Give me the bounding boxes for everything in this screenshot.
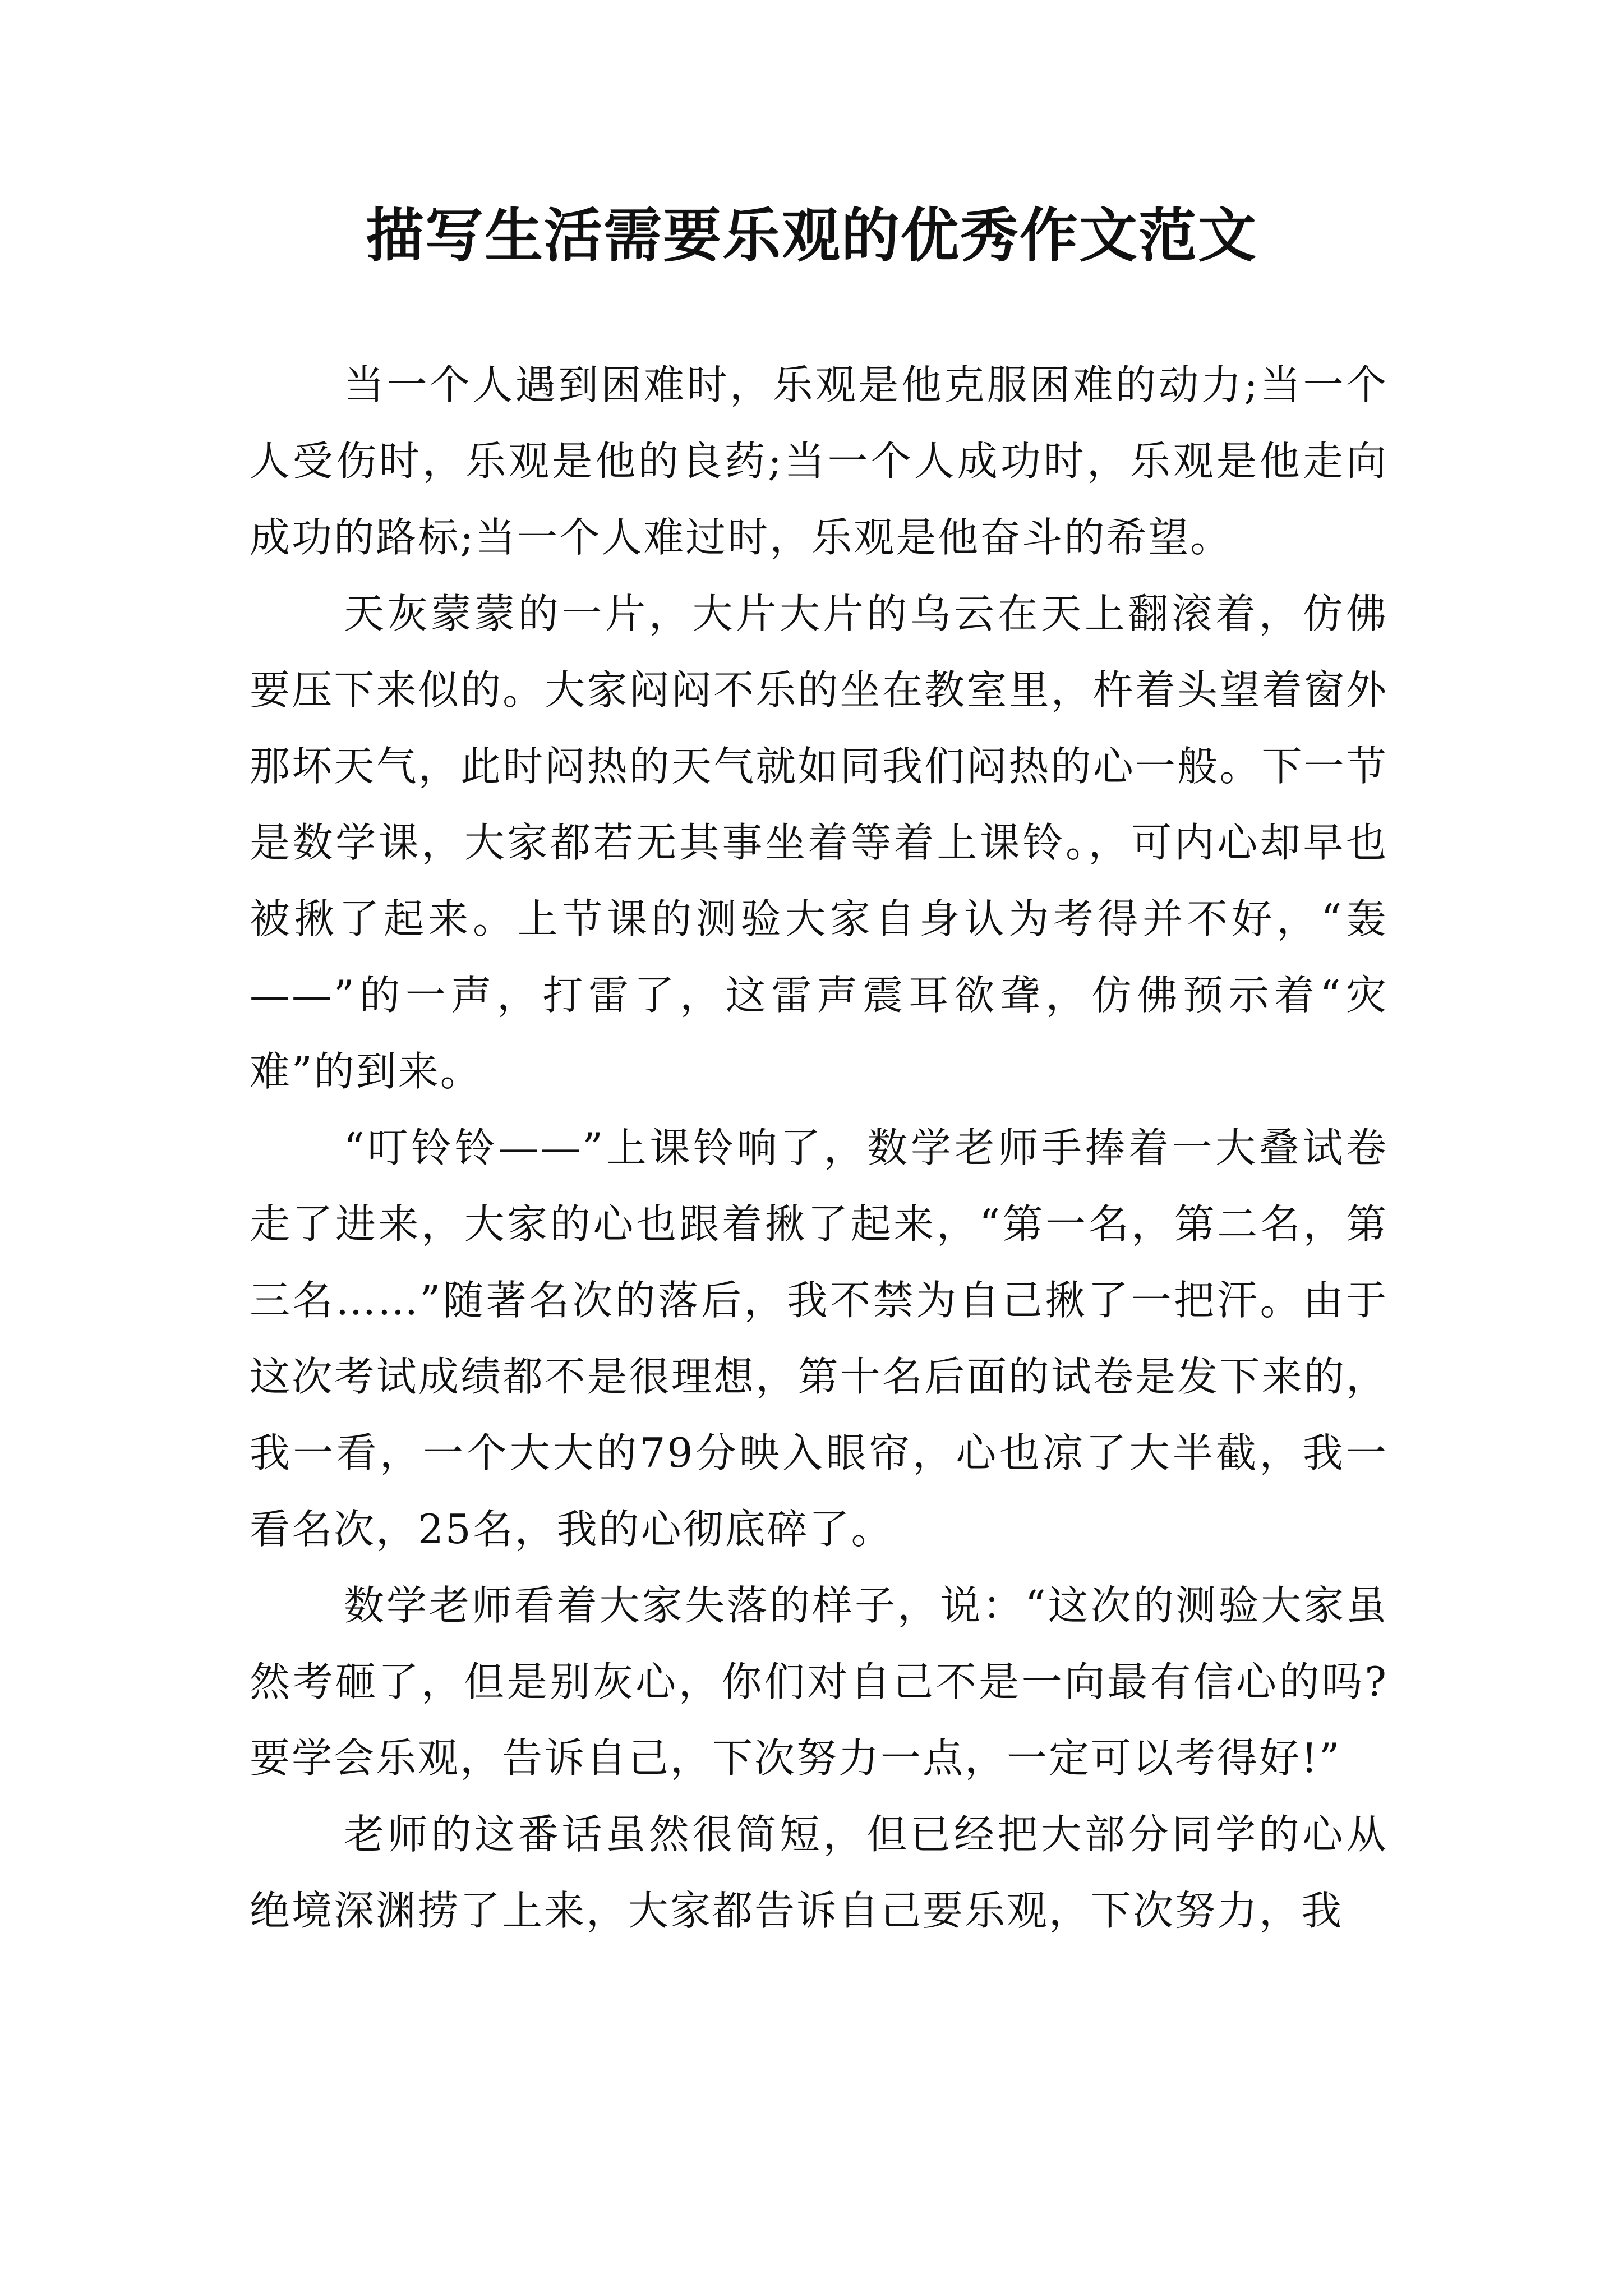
- paragraph: 数学老师看着大家失落的样子，说：“这次的测验大家虽然考砸了，但是别灰心，你们对自己不是一向最有信心的吗?要学会乐观，告诉自己，下次努力一点，一定可以考得好!”: [250, 1582, 1388, 1782]
- document-body: [250, 347, 1388, 1949]
- document-title: 描写生活需要乐观的优秀作文范文: [365, 201, 1257, 270]
- paragraph: “叮铃铃——”上课铃响了，数学老师手捧着一大叠试卷走了进来，大家的心也跟着揪了起来，“第一名，第二名，第三名……”随著名次的落后，我不禁为自己揪了一把汗。由于这次考试成绩都不是很理想，第十名后面的试卷是发下来的，我一看，一个大大的79分映入眼帘，心也凉了大半截，我一看名次，25名，我的心彻底碎了。: [250, 1124, 1388, 1553]
- paragraph: 当一个人遇到困难时，乐观是他克服困难的动力;当一个人受伤时，乐观是他的良药;当一个人成功时，乐观是他走向成功的路标;当一个人难过时，乐观是他奋斗的希望。: [250, 361, 1388, 561]
- paragraph: 天灰蒙蒙的一片，大片大片的乌云在天上翻滚着，仿佛要压下来似的。大家闷闷不乐的坐在教室里，杵着头望着窗外那坏天气，此时闷热的天气就如同我们闷热的心一般。下一节是数学课，大家都若无其事坐着等着上课铃。，可内心却早也被揪了起来。上节课的测验大家自身认为考得并不好，“轰——”的一声，打雷了，这雷声震耳欲聋，仿佛预示着“灾难”的到来。: [250, 590, 1388, 1095]
- paragraph: 老师的这番话虽然很简短，但已经把大部分同学的心从绝境深渊捞了上来，大家都告诉自己要乐观，下次努力，我: [250, 1811, 1388, 1934]
